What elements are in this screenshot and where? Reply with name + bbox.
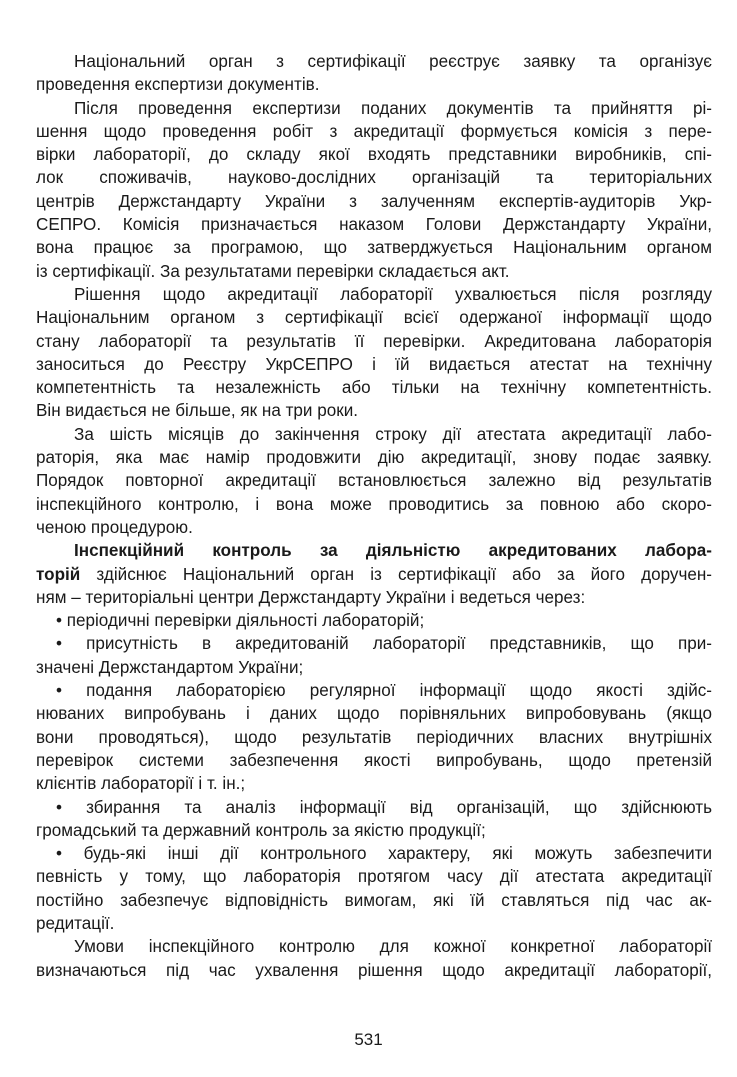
bullet-item [36,609,712,632]
text-line: постійно забезпечує відповідність вимогам, які їй ставляться під час ак- [36,890,712,910]
bullet-item [36,679,712,795]
section-heading-word: торій [36,564,81,584]
text-line: ням – територіальні центри Держстандарту України і ведеться через: [36,587,586,607]
text-line: значені Держстандартом України; [36,657,304,677]
bullet-item [36,796,712,843]
page-number: 531 [354,1030,383,1049]
text-line: шення щодо проведення робіт з акредитації формується комісія з пере- [36,121,712,141]
text-line: лок споживачів, науково-дослідних організацій та територіальних [36,168,712,188]
bullet-item [36,632,712,679]
text-line: Умови інспекційного контролю для кожної конкретної лабораторії [74,937,712,957]
text-line: певність у тому, що лабораторія протягом часу дії атестата акредитації [36,867,712,887]
paragraph-3 [36,283,712,423]
paragraph-6 [36,935,712,982]
paragraph-5 [36,539,712,609]
paragraph-2 [36,97,712,283]
text-line: • будь-які інші дії контрольного характеру, які можуть забезпечити [56,844,712,864]
text-line: стану лабораторії та результатів її перевірки. Акредитована лабораторія [36,331,712,351]
paragraph-1 [36,50,712,97]
text-line: громадський та державний контроль за якістю продукції; [36,820,486,840]
text-line: • подання лабораторією регулярної інформації щодо якості здійс- [56,681,712,701]
text-line: редитації. [36,913,115,933]
text-line: Рішення щодо акредитації лабораторії ухвалюється після розгляду [74,284,712,304]
text-line: визначаються під час ухвалення рішення щодо акредитації лабораторії, [36,960,712,980]
text-line: заноситься до Реєстру УкрСЕПРО і їй видається атестат на технічну [36,354,712,374]
text-line: • періодичні перевірки діяльності лабораторій; [56,611,425,631]
text-line: інспекційного контролю, і вона може проводитись за повною або скоро- [36,494,712,514]
text-line: Національним органом з сертифікації всієї одержаної інформації щодо [36,308,712,328]
section-heading-line: Інспекційний контроль за діяльністю акредитованих лабора- [74,541,712,561]
text-line: За шість місяців до закінчення строку дії атестата акредитації лабо- [74,424,712,444]
text-line: Національний орган з сертифікації реєструє заявку та організує [74,52,712,71]
text-fragment: здійснює Національний орган із сертифікації або за його доручен- [80,564,712,584]
text-line: СЕПРО. Комісія призначається наказом Голови Держстандарту України, [36,215,712,235]
text-line: компетентність та незалежність або тільки на технічну компетентність. [36,378,712,398]
text-line: вірки лабораторії, до складу якої входять представники виробників, спі- [36,145,712,165]
text-line [36,563,712,586]
text-line: • присутність в акредитованій лабораторії представників, що при- [56,634,712,654]
text-line: нюваних випробувань і даних щодо порівняльних випробовувань (якщо [36,704,712,724]
text-line: • збирання та аналіз інформації від організацій, що здійснюють [56,797,712,817]
text-line: Він видається не більше, як на три роки. [36,401,358,421]
text-line: раторія, яка має намір продовжити дію акредитації, знову подає заявку. [36,448,712,468]
paragraph-4 [36,423,712,539]
page-body [36,50,712,982]
text-line: центрів Держстандарту України з залученням експертів-аудиторів Укр- [36,191,712,211]
text-line: вона працює за програмою, що затверджується Національним органом [36,238,712,258]
text-line: Порядок повторної акредитації встановлюється залежно від результатів [36,471,712,491]
text-line: проведення експертизи документів. [36,75,320,95]
text-line: перевірок системи забезпечення якості випробувань, щодо претензій [36,750,712,770]
text-line: Після проведення експертизи поданих документів та прийняття рі- [74,98,712,118]
text-line: із сертифікації. За результатами перевірки складається акт. [36,261,510,281]
text-line: ченою процедурою. [36,517,193,537]
text-line: вони проводяться), щодо результатів періодичних власних внутрішніх [36,727,712,747]
text-line: клієнтів лабораторії і т. ін.; [36,774,246,794]
bullet-item [36,842,712,935]
